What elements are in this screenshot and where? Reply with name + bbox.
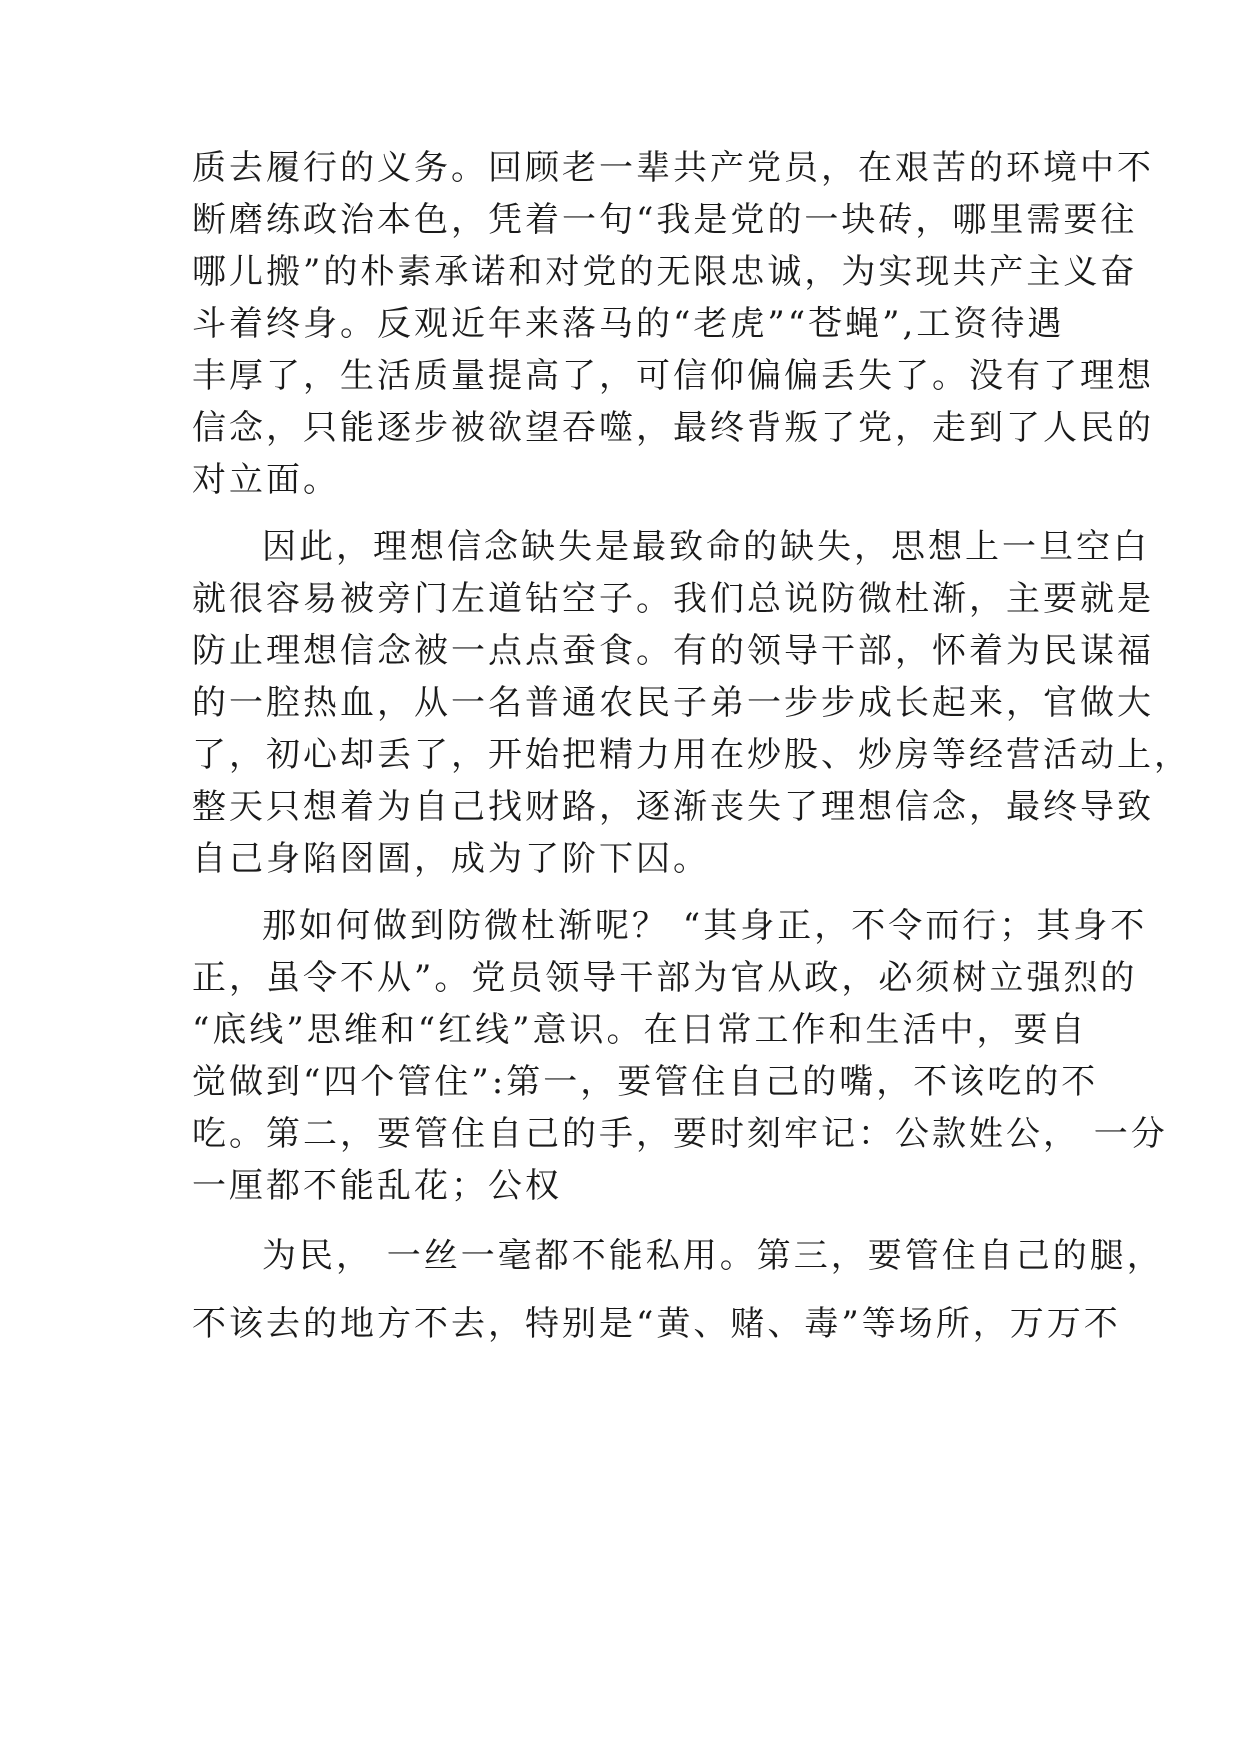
text-line: 了，初心却丢了，开始把精力用在炒股、炒房等经营活动上， <box>192 735 1191 775</box>
text-line: 哪儿搬”的朴素承诺和对党的无限忠诚，为实现共产主义奋 <box>192 252 1138 292</box>
text-line: 的一腔热血，从一名普通农民子弟一步步成长起来，官做大 <box>192 683 1154 723</box>
text-line: 那如何做到防微杜渐呢？ “其身正，不令而行；其身不 <box>262 906 1148 946</box>
text-line: 吃。第二，要管住自己的手，要时刻牢记：公款姓公， 一分 <box>192 1114 1168 1154</box>
text-line: 为民， 一丝一毫都不能私用。第三，要管住自己的腿， <box>262 1236 1164 1276</box>
text-line: 防止理想信念被一点点蚕食。有的领导干部，怀着为民谋福 <box>192 631 1154 671</box>
text-line: 断磨练政治本色，凭着一句“我是党的一块砖，哪里需要往 <box>192 200 1138 240</box>
text-line: 丰厚了，生活质量提高了，可信仰偏偏丢失了。没有了理想 <box>192 356 1154 396</box>
text-line: 一厘都不能乱花；公权 <box>192 1166 562 1206</box>
text-line: 因此，理想信念缺失是最致命的缺失，思想上一旦空白 <box>262 527 1150 567</box>
text-line: 正，虽令不从”。党员领导干部为官从政，必须树立强烈的 <box>192 958 1138 998</box>
text-line: 整天只想着为自己找财路，逐渐丧失了理想信念，最终导致 <box>192 787 1154 827</box>
text-line: 不该去的地方不去，特别是“黄、赌、毒”等场所，万万不 <box>192 1304 1121 1344</box>
text-line: 对立面。 <box>192 460 340 500</box>
text-line: 斗着终身。反观近年来落马的“老虎”“苍蝇”,工资待遇 <box>192 304 1065 344</box>
text-line: 觉做到“四个管住”:第一，要管住自己的嘴，不该吃的不 <box>192 1062 1099 1102</box>
text-line: 信念，只能逐步被欲望吞噬，最终背叛了党，走到了人民的 <box>192 408 1154 448</box>
text-line: “底线”思维和“红线”意识。在日常工作和生活中，要自 <box>192 1010 1088 1050</box>
text-line: 就很容易被旁门左道钻空子。我们总说防微杜渐，主要就是 <box>192 579 1154 619</box>
text-line: 自己身陷囹圄，成为了阶下囚。 <box>192 839 710 879</box>
text-line: 质去履行的义务。回顾老一辈共产党员，在艰苦的环境中不 <box>192 148 1154 188</box>
